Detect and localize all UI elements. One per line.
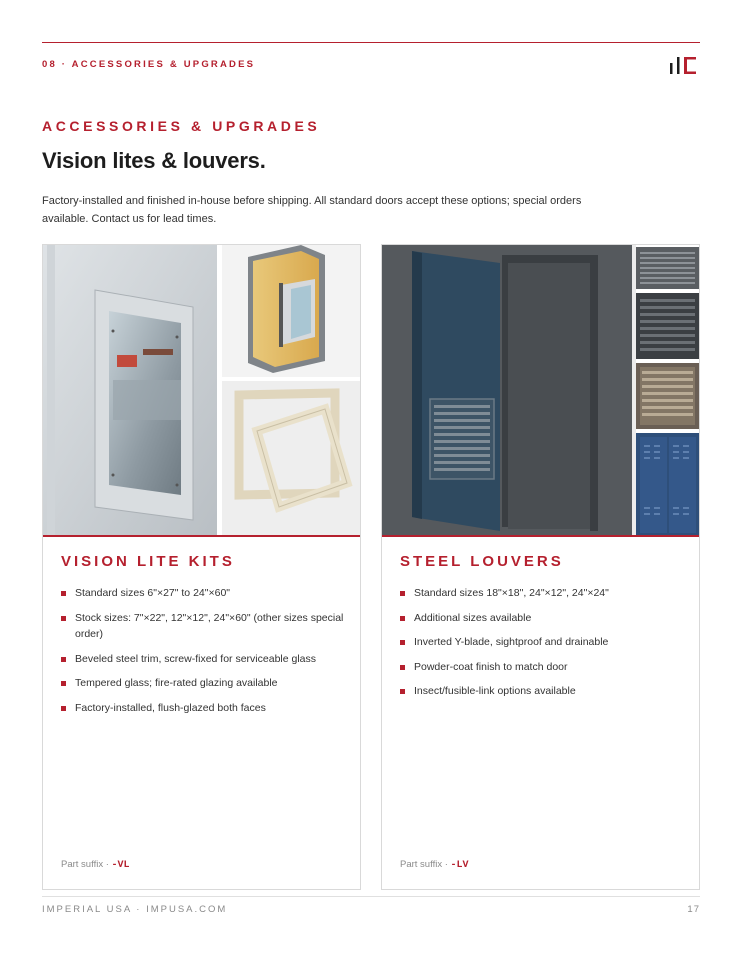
- steel-louver-photos: [382, 245, 699, 535]
- list-item: [61, 675, 346, 692]
- list-item-text: Standard sizes 18"×18", 24"×12", 24"×24": [414, 587, 609, 599]
- bullet-square-icon: [400, 616, 405, 621]
- steel-louver-photo-collage: [382, 245, 699, 535]
- list-item-text: Tempered glass; fire-rated glazing available: [75, 677, 278, 689]
- bullet-square-icon: [400, 640, 405, 645]
- page-eyebrow: ACCESSORIES & UPGRADES: [42, 118, 321, 134]
- footer-brand: IMPERIAL USA · IMPUSA.COM: [42, 904, 228, 915]
- bullet-square-icon: [61, 591, 66, 596]
- bullet-square-icon: [400, 689, 405, 694]
- list-item: [61, 585, 346, 602]
- media-accent-rule: [43, 535, 360, 537]
- page-title: Vision lites & louvers.: [42, 148, 266, 173]
- page-intro: Factory-installed and finished in-house before shipping. All standard doors accept these options; special orders available. Contact us for lead times.: [42, 195, 582, 225]
- list-item: [400, 659, 685, 676]
- card-title: VISION LITE KITS: [61, 553, 235, 570]
- part-suffix-code: -VL: [111, 860, 130, 871]
- list-item-text: Factory-installed, flush-glazed both faces: [75, 701, 266, 714]
- bullet-square-icon: [61, 706, 66, 711]
- list-item-text: Additional sizes available: [414, 611, 532, 624]
- list-item: [61, 651, 346, 668]
- list-item-text: Standard sizes 6"×27" to 24"×60": [75, 587, 231, 599]
- list-item-text: Beveled steel trim, screw-fixed for serviceable glass: [75, 652, 317, 665]
- list-item: [400, 610, 685, 627]
- list-item: [400, 634, 685, 651]
- page-number: 17: [687, 904, 700, 915]
- list-item: [400, 585, 685, 602]
- vision-lite-card: [42, 244, 361, 890]
- list-item-text: Inverted Y-blade, sightproof and drainable: [414, 636, 609, 648]
- vision-lite-photo-collage: [43, 245, 360, 535]
- feature-list: [61, 585, 346, 724]
- header-rule: [42, 42, 700, 43]
- part-suffix-label: Part suffix ·: [61, 859, 109, 870]
- footer-rule: [42, 896, 700, 897]
- list-item: [61, 700, 346, 717]
- list-item: [61, 610, 346, 643]
- bullet-square-icon: [61, 616, 66, 621]
- feature-list: [400, 585, 685, 708]
- vision-lite-photos: [43, 245, 360, 535]
- card-title: STEEL LOUVERS: [400, 553, 564, 570]
- list-item: [400, 683, 685, 700]
- steel-louver-card: [381, 244, 700, 890]
- part-suffix-label: Part suffix ·: [400, 859, 448, 870]
- part-suffix-code: -LV: [450, 860, 469, 871]
- part-suffix: [61, 859, 130, 871]
- bullet-square-icon: [61, 681, 66, 686]
- part-suffix: [400, 859, 469, 871]
- list-item-text: Stock sizes: 7"×22", 12"×12", 24"×60" (other sizes special order): [75, 611, 344, 640]
- bullet-square-icon: [61, 657, 66, 662]
- media-accent-rule: [382, 535, 699, 537]
- list-item-text: Powder-coat finish to match door: [414, 660, 568, 673]
- bullet-square-icon: [400, 591, 405, 596]
- brand-logo: [668, 54, 700, 74]
- bullet-square-icon: [400, 665, 405, 670]
- section-tag: 08 · ACCESSORIES & UPGRADES: [42, 59, 256, 70]
- list-item-text: Insect/fusible-link options available: [414, 685, 576, 697]
